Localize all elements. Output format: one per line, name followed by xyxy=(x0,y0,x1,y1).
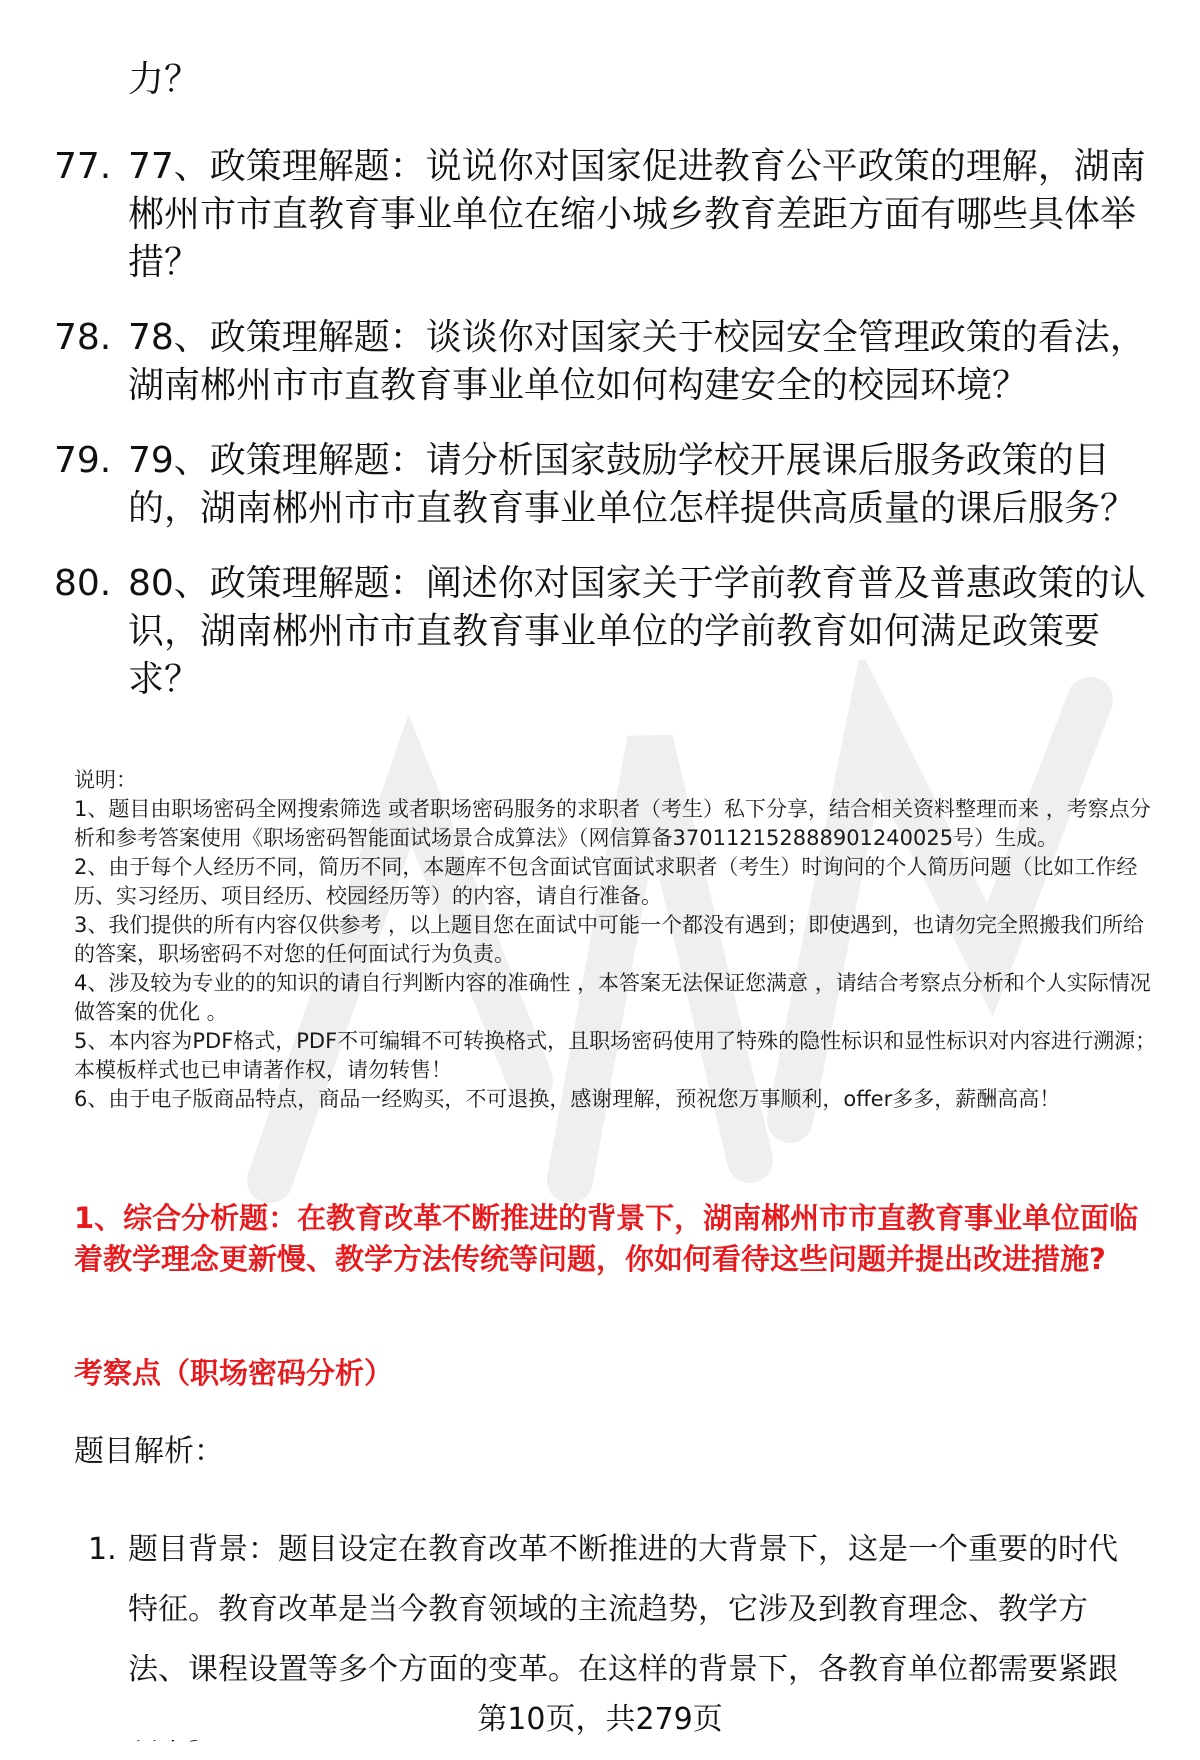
analysis-text: 题目背景：题目设定在教育改革不断推进的大背景下，这是一个重要的时代特征。教育改革是当今教育领域的主流趋势，它涉及到教育理念、教学方法、课程设置等多个方面的变革。在这样的背景下，各教育单位都需要紧跟 xyxy=(128,1532,1118,1687)
question-item xyxy=(0,560,1200,704)
note-item: 6、由于电子版商品特点，商品一经购买，不可退换，感谢理解，预祝您万事顺利，offer多多，薪酬高高！ xyxy=(74,1087,1061,1111)
question-number: 79. xyxy=(54,440,112,481)
question-number: 78. xyxy=(54,317,112,358)
question-number: 77. xyxy=(54,146,112,187)
note-item: 4、涉及较为专业的的知识的请自行判断内容的准确性 ，本答案无法保证您满意 ，请结合考察点分析和个人实际情况做答案的优化 。 xyxy=(74,971,1151,1024)
analysis-title: 题目解析： xyxy=(74,1434,224,1469)
question-number: 80. xyxy=(54,563,112,604)
note-item: 1、题目由职场密码全网搜索筛选 或者职场密码服务的求职者（考生）私下分享，结合相关资料整理而来 ，考察点分析和参考答案使用《职场密码智能面试场景合成算法》（网信算备370112152888901240025号）生成。 xyxy=(74,797,1151,850)
question-item xyxy=(0,314,1200,410)
continuation-text: 力？ xyxy=(128,59,201,100)
section-subheading: 考察点（职场密码分析） xyxy=(74,1356,394,1390)
notes-section xyxy=(74,766,1160,1114)
notes-title: 说明： xyxy=(74,768,137,792)
note-item: 5、本内容为PDF格式，PDF不可编辑不可转换格式，且职场密码使用了特殊的隐性标识和显性标识对内容进行溯源；本模板样式也已申请著作权，请勿转售！ xyxy=(74,1029,1157,1082)
section-heading: 1、综合分析题：在教育改革不断推进的背景下，湖南郴州市市直教育事业单位面临着教学理念更新慢、教学方法传统等问题，你如何看待这些问题并提出改进措施? xyxy=(74,1201,1139,1276)
page-footer: 第10页，共279页 xyxy=(0,1700,1200,1740)
question-text: 79、政策理解题：请分析国家鼓励学校开展课后服务政策的目的，湖南郴州市市直教育事业单位怎样提供高质量的课后服务？ xyxy=(128,440,1137,529)
question-text: 77、政策理解题：说说你对国家促进教育公平政策的理解，湖南郴州市市直教育事业单位在缩小城乡教育差距方面有哪些具体举措？ xyxy=(128,146,1146,283)
note-item: 3、我们提供的所有内容仅供参考 ，以上题目您在面试中可能一个都没有遇到；即使遇到，也请勿完全照搬我们所给的答案，职场密码不对您的任何面试行为负责。 xyxy=(74,913,1145,966)
note-item: 2、由于每个人经历不同，简历不同，本题库不包含面试官面试求职者（考生）时询问的个人简历问题（比如工作经历、实习经历、项目经历、校园经历等）的内容，请自行准备。 xyxy=(74,855,1138,908)
question-item xyxy=(0,143,1200,287)
question-text: 78、政策理解题：谈谈你对国家关于校园安全管理政策的看法，湖南郴州市市直教育事业单位如何构建安全的校园环境？ xyxy=(128,317,1146,406)
question-list xyxy=(0,143,1200,731)
question-text: 80、政策理解题：阐述你对国家关于学前教育普及普惠政策的认识，湖南郴州市市直教育事业单位的学前教育如何满足政策要求？ xyxy=(128,563,1146,700)
analysis-number: 1. xyxy=(88,1532,117,1567)
question-item xyxy=(0,437,1200,533)
